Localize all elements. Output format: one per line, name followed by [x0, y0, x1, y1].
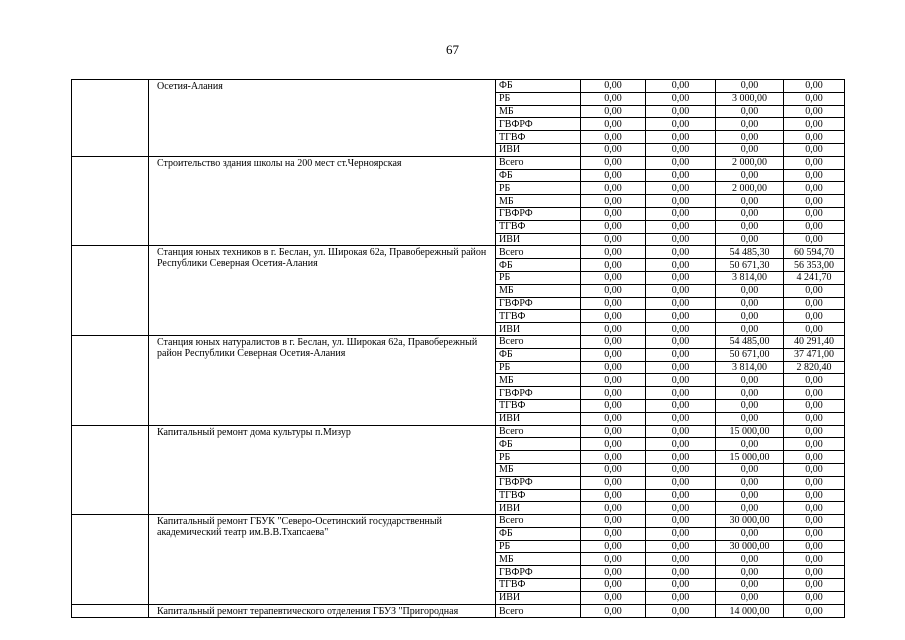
amount-cell: 0,00: [716, 169, 784, 182]
amount-cell: 0,00: [646, 374, 716, 387]
amount-cell: 0,00: [646, 604, 716, 618]
amount-cell: 0,00: [646, 297, 716, 310]
amount-cell: 0,00: [716, 591, 784, 604]
funding-source-cell: РБ: [496, 451, 581, 464]
amount-cell: 2 000,00: [716, 182, 784, 195]
amount-cell: 0,00: [581, 131, 646, 144]
amount-cell: 0,00: [581, 604, 646, 618]
amount-cell: 0,00: [784, 515, 845, 528]
amount-cell: 0,00: [716, 566, 784, 579]
amount-cell: 0,00: [581, 310, 646, 323]
amount-cell: 0,00: [784, 540, 845, 553]
funding-source-cell: РБ: [496, 271, 581, 284]
project-name-cell: Станция юных натуралистов в г. Беслан, ул. Широкая 62а, Правобережный район Республики Северная Осетия-Алания: [149, 335, 496, 425]
amount-cell: 0,00: [581, 246, 646, 259]
amount-cell: 15 000,00: [716, 425, 784, 438]
amount-cell: 0,00: [784, 527, 845, 540]
funding-source-cell: Всего: [496, 246, 581, 259]
amount-cell: 30 000,00: [716, 515, 784, 528]
funding-source-cell: ФБ: [496, 80, 581, 93]
amount-cell: 0,00: [581, 195, 646, 208]
funding-source-cell: РБ: [496, 92, 581, 105]
amount-cell: 0,00: [646, 579, 716, 592]
amount-cell: 0,00: [646, 259, 716, 272]
funding-source-cell: Всего: [496, 156, 581, 169]
amount-cell: 0,00: [646, 233, 716, 246]
amount-cell: 0,00: [784, 156, 845, 169]
amount-cell: 0,00: [784, 566, 845, 579]
funding-source-cell: МБ: [496, 195, 581, 208]
amount-cell: 0,00: [646, 566, 716, 579]
funding-source-cell: ИВИ: [496, 233, 581, 246]
row-number-cell: [72, 246, 149, 336]
amount-cell: 0,00: [716, 553, 784, 566]
amount-cell: 0,00: [784, 412, 845, 425]
project-name-cell: Капитальный ремонт ГБУК "Северо-Осетинский государственный академический театр им.В.В.Тхапсаева": [149, 515, 496, 605]
amount-cell: 0,00: [784, 92, 845, 105]
amount-cell: 0,00: [646, 220, 716, 233]
funding-source-cell: МБ: [496, 284, 581, 297]
amount-cell: 0,00: [716, 297, 784, 310]
amount-cell: 0,00: [716, 233, 784, 246]
amount-cell: 0,00: [716, 195, 784, 208]
funding-source-cell: ФБ: [496, 527, 581, 540]
amount-cell: 0,00: [581, 553, 646, 566]
amount-cell: 0,00: [716, 118, 784, 131]
amount-cell: 0,00: [784, 579, 845, 592]
amount-cell: 0,00: [581, 323, 646, 336]
amount-cell: 0,00: [784, 169, 845, 182]
amount-cell: 0,00: [646, 425, 716, 438]
amount-cell: 0,00: [784, 591, 845, 604]
amount-cell: 0,00: [581, 451, 646, 464]
amount-cell: 0,00: [581, 463, 646, 476]
amount-cell: 0,00: [646, 118, 716, 131]
amount-cell: 0,00: [716, 399, 784, 412]
amount-cell: 0,00: [581, 579, 646, 592]
amount-cell: 0,00: [716, 438, 784, 451]
amount-cell: 0,00: [646, 156, 716, 169]
amount-cell: 0,00: [784, 451, 845, 464]
amount-cell: 0,00: [581, 118, 646, 131]
row-number-cell: [72, 515, 149, 605]
funding-source-cell: МБ: [496, 374, 581, 387]
amount-cell: 4 241,70: [784, 271, 845, 284]
table-row: [72, 80, 845, 93]
amount-cell: 0,00: [784, 284, 845, 297]
funding-source-cell: ТГВФ: [496, 310, 581, 323]
amount-cell: 0,00: [784, 131, 845, 144]
project-name-cell: Капитальный ремонт терапевтического отделения ГБУЗ "Пригородная: [149, 604, 496, 618]
amount-cell: 0,00: [646, 207, 716, 220]
amount-cell: 0,00: [646, 387, 716, 400]
amount-cell: 0,00: [581, 515, 646, 528]
funding-source-cell: ИВИ: [496, 502, 581, 515]
amount-cell: 0,00: [716, 387, 784, 400]
amount-cell: 56 353,00: [784, 259, 845, 272]
funding-source-cell: ГВФРФ: [496, 118, 581, 131]
amount-cell: 2 000,00: [716, 156, 784, 169]
amount-cell: 0,00: [581, 502, 646, 515]
funding-source-cell: ФБ: [496, 259, 581, 272]
amount-cell: 0,00: [646, 515, 716, 528]
amount-cell: 0,00: [784, 425, 845, 438]
funding-source-cell: МБ: [496, 105, 581, 118]
funding-source-cell: РБ: [496, 182, 581, 195]
project-name-cell: Станция юных техников в г. Беслан, ул. Широкая 62а, Правобережный район Республики Северная Осетия-Алания: [149, 246, 496, 336]
funding-source-cell: Всего: [496, 515, 581, 528]
amount-cell: 0,00: [581, 182, 646, 195]
amount-cell: 0,00: [581, 220, 646, 233]
amount-cell: 0,00: [784, 310, 845, 323]
amount-cell: 0,00: [646, 527, 716, 540]
amount-cell: 0,00: [784, 297, 845, 310]
funding-source-cell: Всего: [496, 425, 581, 438]
amount-cell: 0,00: [646, 143, 716, 156]
amount-cell: 54 485,30: [716, 246, 784, 259]
amount-cell: 0,00: [716, 527, 784, 540]
amount-cell: 0,00: [646, 246, 716, 259]
amount-cell: 54 485,00: [716, 335, 784, 348]
table-row: [72, 335, 845, 348]
amount-cell: 0,00: [581, 527, 646, 540]
row-number-cell: [72, 156, 149, 246]
amount-cell: 50 671,00: [716, 348, 784, 361]
funding-source-cell: ГВФРФ: [496, 476, 581, 489]
amount-cell: 0,00: [716, 80, 784, 93]
amount-cell: 0,00: [784, 80, 845, 93]
amount-cell: 0,00: [581, 348, 646, 361]
amount-cell: 0,00: [646, 131, 716, 144]
amount-cell: 0,00: [784, 476, 845, 489]
amount-cell: 0,00: [716, 220, 784, 233]
amount-cell: 0,00: [716, 489, 784, 502]
amount-cell: 0,00: [581, 361, 646, 374]
amount-cell: 0,00: [716, 105, 784, 118]
funding-source-cell: ИВИ: [496, 591, 581, 604]
amount-cell: 0,00: [646, 335, 716, 348]
amount-cell: 0,00: [784, 387, 845, 400]
funding-source-cell: ГВФРФ: [496, 207, 581, 220]
amount-cell: 0,00: [784, 143, 845, 156]
table-row: [72, 604, 845, 618]
amount-cell: 0,00: [716, 463, 784, 476]
amount-cell: 0,00: [784, 233, 845, 246]
funding-source-cell: ФБ: [496, 169, 581, 182]
funding-source-cell: ФБ: [496, 438, 581, 451]
amount-cell: 0,00: [784, 502, 845, 515]
amount-cell: 40 291,40: [784, 335, 845, 348]
amount-cell: 0,00: [646, 540, 716, 553]
funding-source-cell: Всего: [496, 335, 581, 348]
amount-cell: 0,00: [784, 463, 845, 476]
amount-cell: 0,00: [646, 451, 716, 464]
table-row: [72, 156, 845, 169]
table-body: [72, 80, 845, 618]
amount-cell: 0,00: [716, 131, 784, 144]
amount-cell: 0,00: [784, 195, 845, 208]
row-number-cell: [72, 80, 149, 157]
amount-cell: 0,00: [716, 143, 784, 156]
amount-cell: 30 000,00: [716, 540, 784, 553]
page-number: 67: [446, 42, 459, 57]
amount-cell: 0,00: [716, 579, 784, 592]
amount-cell: 0,00: [581, 207, 646, 220]
amount-cell: 0,00: [646, 105, 716, 118]
amount-cell: 0,00: [646, 553, 716, 566]
funding-source-cell: РБ: [496, 540, 581, 553]
amount-cell: 0,00: [581, 80, 646, 93]
row-number-cell: [72, 425, 149, 515]
funding-source-cell: ТГВФ: [496, 579, 581, 592]
funding-source-cell: ГВФРФ: [496, 566, 581, 579]
amount-cell: 0,00: [646, 271, 716, 284]
amount-cell: 0,00: [784, 553, 845, 566]
amount-cell: 0,00: [646, 284, 716, 297]
funding-source-cell: МБ: [496, 463, 581, 476]
amount-cell: 0,00: [646, 463, 716, 476]
amount-cell: 2 820,40: [784, 361, 845, 374]
amount-cell: 0,00: [581, 156, 646, 169]
amount-cell: 0,00: [581, 591, 646, 604]
table-row: [72, 425, 845, 438]
amount-cell: 0,00: [581, 476, 646, 489]
amount-cell: 0,00: [716, 284, 784, 297]
amount-cell: 0,00: [646, 412, 716, 425]
amount-cell: 0,00: [646, 182, 716, 195]
funding-source-cell: МБ: [496, 553, 581, 566]
amount-cell: 0,00: [581, 387, 646, 400]
amount-cell: 0,00: [716, 476, 784, 489]
amount-cell: 0,00: [784, 105, 845, 118]
amount-cell: 0,00: [646, 169, 716, 182]
project-name-cell: Капитальный ремонт дома культуры п.Мизур: [149, 425, 496, 515]
funding-source-cell: РБ: [496, 361, 581, 374]
amount-cell: 0,00: [581, 438, 646, 451]
amount-cell: 0,00: [716, 207, 784, 220]
amount-cell: 0,00: [716, 412, 784, 425]
amount-cell: 0,00: [646, 92, 716, 105]
amount-cell: 0,00: [716, 310, 784, 323]
amount-cell: 0,00: [646, 591, 716, 604]
amount-cell: 0,00: [646, 476, 716, 489]
amount-cell: 0,00: [716, 502, 784, 515]
amount-cell: 0,00: [716, 323, 784, 336]
funding-source-cell: ТГВФ: [496, 399, 581, 412]
amount-cell: 0,00: [784, 438, 845, 451]
amount-cell: 14 000,00: [716, 604, 784, 618]
amount-cell: 0,00: [581, 412, 646, 425]
amount-cell: 0,00: [784, 220, 845, 233]
amount-cell: 0,00: [784, 374, 845, 387]
amount-cell: 0,00: [646, 502, 716, 515]
amount-cell: 0,00: [646, 399, 716, 412]
amount-cell: 0,00: [646, 489, 716, 502]
amount-cell: 0,00: [581, 233, 646, 246]
amount-cell: 0,00: [716, 374, 784, 387]
amount-cell: 0,00: [581, 297, 646, 310]
funding-source-cell: Всего: [496, 604, 581, 618]
amount-cell: 0,00: [581, 489, 646, 502]
table-row: [72, 515, 845, 528]
funding-source-cell: ТГВФ: [496, 131, 581, 144]
amount-cell: 0,00: [581, 284, 646, 297]
amount-cell: 0,00: [784, 323, 845, 336]
funding-source-cell: ИВИ: [496, 412, 581, 425]
amount-cell: 0,00: [784, 399, 845, 412]
amount-cell: 50 671,30: [716, 259, 784, 272]
amount-cell: 0,00: [581, 399, 646, 412]
amount-cell: 0,00: [581, 566, 646, 579]
project-name-cell: Осетия-Алания: [149, 80, 496, 157]
amount-cell: 0,00: [646, 80, 716, 93]
funding-source-cell: ФБ: [496, 348, 581, 361]
amount-cell: 0,00: [581, 169, 646, 182]
row-number-cell: [72, 335, 149, 425]
funding-source-cell: ГВФРФ: [496, 387, 581, 400]
amount-cell: 0,00: [581, 540, 646, 553]
funding-source-cell: ИВИ: [496, 323, 581, 336]
amount-cell: 0,00: [646, 438, 716, 451]
amount-cell: 0,00: [646, 348, 716, 361]
funding-source-cell: ТГВФ: [496, 220, 581, 233]
funding-source-cell: ИВИ: [496, 143, 581, 156]
amount-cell: 0,00: [581, 271, 646, 284]
table-row: [72, 246, 845, 259]
amount-cell: 15 000,00: [716, 451, 784, 464]
amount-cell: 0,00: [646, 310, 716, 323]
amount-cell: 37 471,00: [784, 348, 845, 361]
amount-cell: 0,00: [646, 361, 716, 374]
project-name-cell: Строительство здания школы на 200 мест ст.Черноярская: [149, 156, 496, 246]
amount-cell: 0,00: [581, 143, 646, 156]
amount-cell: 60 594,70: [784, 246, 845, 259]
amount-cell: 3 000,00: [716, 92, 784, 105]
amount-cell: 0,00: [784, 118, 845, 131]
amount-cell: 0,00: [581, 92, 646, 105]
funding-source-cell: ГВФРФ: [496, 297, 581, 310]
amount-cell: 0,00: [646, 195, 716, 208]
amount-cell: 0,00: [581, 105, 646, 118]
funding-source-cell: ТГВФ: [496, 489, 581, 502]
amount-cell: 0,00: [784, 207, 845, 220]
amount-cell: 0,00: [784, 489, 845, 502]
budget-table: [71, 79, 845, 618]
amount-cell: 0,00: [784, 182, 845, 195]
amount-cell: 0,00: [581, 259, 646, 272]
amount-cell: 3 814,00: [716, 271, 784, 284]
amount-cell: 3 814,00: [716, 361, 784, 374]
amount-cell: 0,00: [784, 604, 845, 618]
amount-cell: 0,00: [581, 335, 646, 348]
amount-cell: 0,00: [581, 374, 646, 387]
amount-cell: 0,00: [646, 323, 716, 336]
amount-cell: 0,00: [581, 425, 646, 438]
row-number-cell: [72, 604, 149, 618]
